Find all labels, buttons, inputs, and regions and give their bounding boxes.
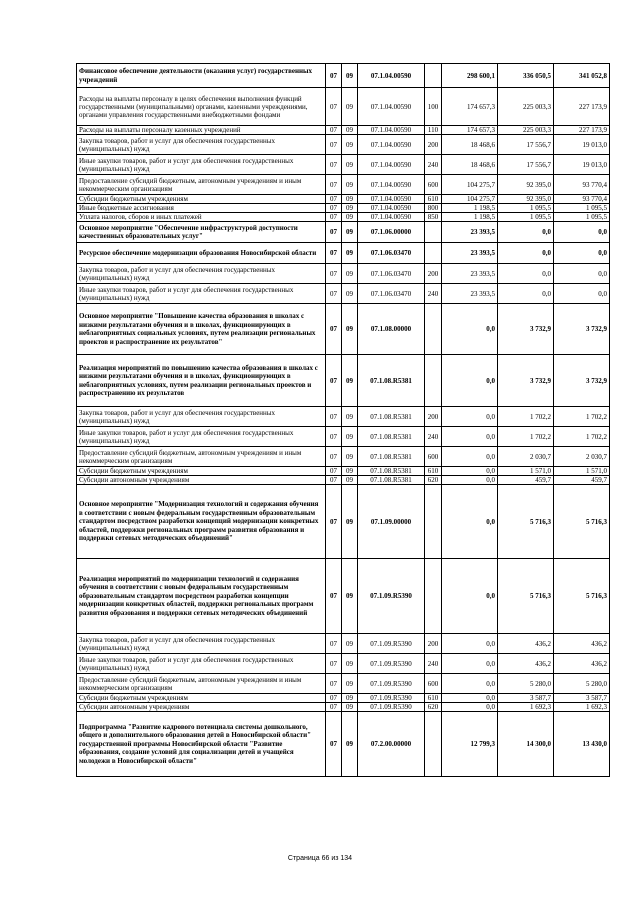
cell-amount-year-2: 336 050,5 (498, 64, 554, 88)
cell-amount-year-1: 0,0 (442, 427, 498, 447)
cell-amount-year-3: 3 732,9 (554, 355, 610, 407)
cell-target-article: 07.1.06.03470 (358, 264, 425, 284)
cell-target-article: 07.1.09.R5390 (358, 694, 425, 703)
cell-expense-type: 200 (425, 135, 442, 155)
cell-amount-year-3: 1 095,5 (554, 204, 610, 213)
cell-expense-type: 850 (425, 213, 442, 222)
table-row (77, 264, 610, 284)
cell-name: Предоставление субсидий бюджетным, автономным учреждениям и иным некоммерческим организациям (77, 175, 326, 195)
cell-target-article: 07.1.09.R5390 (358, 654, 425, 674)
cell-amount-year-3: 459,7 (554, 476, 610, 485)
cell-subsection: 09 (342, 135, 358, 155)
cell-section: 07 (326, 88, 342, 126)
cell-subsection: 09 (342, 213, 358, 222)
cell-section: 07 (326, 355, 342, 407)
cell-subsection: 09 (342, 222, 358, 243)
cell-section: 07 (326, 476, 342, 485)
cell-subsection: 09 (342, 175, 358, 195)
cell-target-article: 07.1.08.00000 (358, 304, 425, 355)
cell-name: Закупка товаров, работ и услуг для обеспечения государственных (муниципальных) нужд (77, 634, 326, 654)
cell-amount-year-2: 5 716,3 (498, 485, 554, 559)
cell-amount-year-3: 3 732,9 (554, 304, 610, 355)
cell-target-article: 07.1.06.03470 (358, 284, 425, 304)
table-row (77, 304, 610, 355)
cell-amount-year-2: 0,0 (498, 243, 554, 264)
cell-subsection: 09 (342, 64, 358, 88)
cell-amount-year-2: 14 300,0 (498, 712, 554, 777)
cell-expense-type: 100 (425, 88, 442, 126)
cell-expense-type (425, 243, 442, 264)
cell-amount-year-3: 93 770,4 (554, 175, 610, 195)
table-row (77, 634, 610, 654)
cell-section: 07 (326, 447, 342, 467)
cell-expense-type: 620 (425, 476, 442, 485)
cell-amount-year-1: 23 393,5 (442, 243, 498, 264)
cell-amount-year-3: 19 013,0 (554, 135, 610, 155)
table-row (77, 654, 610, 674)
cell-expense-type: 240 (425, 654, 442, 674)
cell-target-article: 07.1.08.R5381 (358, 427, 425, 447)
cell-name: Субсидии автономным учреждениям (77, 703, 326, 712)
cell-name: Закупка товаров, работ и услуг для обеспечения государственных (муниципальных) нужд (77, 407, 326, 427)
cell-amount-year-1: 18 468,6 (442, 155, 498, 175)
cell-amount-year-3: 0,0 (554, 284, 610, 304)
cell-amount-year-1: 0,0 (442, 407, 498, 427)
cell-name: Иные закупки товаров, работ и услуг для обеспечения государственных (муниципальных) нужд (77, 654, 326, 674)
cell-subsection: 09 (342, 243, 358, 264)
cell-expense-type: 600 (425, 447, 442, 467)
cell-expense-type: 200 (425, 634, 442, 654)
cell-section: 07 (326, 175, 342, 195)
cell-target-article: 07.1.04.00590 (358, 195, 425, 204)
cell-subsection: 09 (342, 126, 358, 135)
cell-amount-year-1: 1 198,5 (442, 213, 498, 222)
cell-amount-year-1: 23 393,5 (442, 284, 498, 304)
cell-name: Субсидии бюджетным учреждениям (77, 467, 326, 476)
cell-section: 07 (326, 204, 342, 213)
cell-target-article: 07.1.08.R5381 (358, 467, 425, 476)
cell-amount-year-2: 3 732,9 (498, 304, 554, 355)
cell-amount-year-2: 0,0 (498, 284, 554, 304)
table-row (77, 88, 610, 126)
cell-subsection: 09 (342, 694, 358, 703)
cell-amount-year-2: 1 692,3 (498, 703, 554, 712)
cell-amount-year-3: 227 173,9 (554, 88, 610, 126)
cell-section: 07 (326, 407, 342, 427)
cell-subsection: 09 (342, 304, 358, 355)
cell-subsection: 09 (342, 355, 358, 407)
cell-amount-year-3: 1 702,2 (554, 427, 610, 447)
cell-expense-type: 240 (425, 427, 442, 447)
cell-subsection: 09 (342, 559, 358, 634)
cell-expense-type: 620 (425, 703, 442, 712)
cell-section: 07 (326, 674, 342, 694)
cell-target-article: 07.1.09.R5390 (358, 559, 425, 634)
cell-amount-year-3: 5 716,3 (554, 559, 610, 634)
cell-subsection: 09 (342, 204, 358, 213)
cell-amount-year-2: 5 716,3 (498, 559, 554, 634)
cell-name: Субсидии автономным учреждениям (77, 476, 326, 485)
table-row (77, 284, 610, 304)
budget-table (76, 63, 610, 777)
table-row (77, 559, 610, 634)
cell-name: Финансовое обеспечение деятельности (оказания услуг) государственных учреждений (77, 64, 326, 88)
cell-amount-year-2: 0,0 (498, 264, 554, 284)
table-row (77, 222, 610, 243)
cell-target-article: 07.1.06.03470 (358, 243, 425, 264)
cell-name: Ресурсное обеспечение модернизации образования Новосибирской области (77, 243, 326, 264)
cell-amount-year-2: 5 280,0 (498, 674, 554, 694)
table-row (77, 204, 610, 213)
cell-target-article: 07.1.09.R5390 (358, 674, 425, 694)
cell-amount-year-2: 92 395,0 (498, 175, 554, 195)
cell-expense-type (425, 355, 442, 407)
cell-amount-year-2: 1 571,0 (498, 467, 554, 476)
cell-amount-year-1: 0,0 (442, 654, 498, 674)
cell-amount-year-3: 13 430,0 (554, 712, 610, 777)
cell-target-article: 07.1.08.R5381 (358, 447, 425, 467)
cell-amount-year-2: 92 395,0 (498, 195, 554, 204)
cell-target-article: 07.1.09.R5390 (358, 634, 425, 654)
cell-subsection: 09 (342, 264, 358, 284)
table-row (77, 195, 610, 204)
cell-name: Основное мероприятие "Повышение качества образования в школах с низкими результатами обучения и в школах, функционирующих в неблагоприятных социальных условиях, путем реализации региональных проектов и распространение их результатов" (77, 304, 326, 355)
cell-subsection: 09 (342, 712, 358, 777)
cell-subsection: 09 (342, 88, 358, 126)
cell-amount-year-2: 1 095,5 (498, 213, 554, 222)
cell-name: Закупка товаров, работ и услуг для обеспечения государственных (муниципальных) нужд (77, 135, 326, 155)
cell-target-article: 07.1.09.00000 (358, 485, 425, 559)
cell-name: Субсидии бюджетным учреждениям (77, 694, 326, 703)
cell-amount-year-1: 23 393,5 (442, 264, 498, 284)
cell-expense-type (425, 559, 442, 634)
cell-subsection: 09 (342, 703, 358, 712)
cell-name: Предоставление субсидий бюджетным, автономным учреждениям и иным некоммерческим организациям (77, 447, 326, 467)
cell-section: 07 (326, 284, 342, 304)
cell-target-article: 07.1.04.00590 (358, 213, 425, 222)
cell-amount-year-3: 227 173,9 (554, 126, 610, 135)
cell-amount-year-1: 0,0 (442, 304, 498, 355)
cell-target-article: 07.1.08.R5381 (358, 407, 425, 427)
cell-expense-type: 200 (425, 264, 442, 284)
cell-name: Реализация мероприятий по модернизации технологий и содержания обучения в соответствии с новым федеральным государственным образовательным стандартом посредством разработки концепции модернизации конкретных областей, поддержки региональных программ развития образования и поддержки сетевых методических объединений (77, 559, 326, 634)
cell-amount-year-1: 0,0 (442, 447, 498, 467)
cell-amount-year-3: 436,2 (554, 634, 610, 654)
cell-amount-year-3: 1 571,0 (554, 467, 610, 476)
cell-section: 07 (326, 126, 342, 135)
cell-expense-type: 610 (425, 195, 442, 204)
cell-amount-year-2: 1 095,5 (498, 204, 554, 213)
cell-target-article: 07.1.04.00590 (358, 64, 425, 88)
cell-name: Иные закупки товаров, работ и услуг для обеспечения государственных (муниципальных) нужд (77, 155, 326, 175)
table-row (77, 674, 610, 694)
cell-section: 07 (326, 264, 342, 284)
cell-section: 07 (326, 427, 342, 447)
cell-amount-year-2: 3 587,7 (498, 694, 554, 703)
page-number: Страница 66 из 134 (287, 855, 353, 862)
table-row (77, 712, 610, 777)
cell-amount-year-3: 19 013,0 (554, 155, 610, 175)
cell-amount-year-2: 225 003,3 (498, 88, 554, 126)
cell-expense-type (425, 64, 442, 88)
cell-expense-type (425, 712, 442, 777)
cell-amount-year-1: 0,0 (442, 703, 498, 712)
cell-section: 07 (326, 222, 342, 243)
cell-expense-type: 200 (425, 407, 442, 427)
cell-amount-year-1: 104 275,7 (442, 175, 498, 195)
cell-amount-year-2: 0,0 (498, 222, 554, 243)
cell-section: 07 (326, 64, 342, 88)
cell-amount-year-3: 3 587,7 (554, 694, 610, 703)
cell-target-article: 07.1.08.R5381 (358, 355, 425, 407)
table-row (77, 175, 610, 195)
table-row (77, 476, 610, 485)
cell-section: 07 (326, 485, 342, 559)
cell-expense-type: 240 (425, 155, 442, 175)
cell-subsection: 09 (342, 195, 358, 204)
cell-subsection: 09 (342, 485, 358, 559)
cell-target-article: 07.1.06.00000 (358, 222, 425, 243)
cell-expense-type: 600 (425, 674, 442, 694)
cell-target-article: 07.1.04.00590 (358, 155, 425, 175)
cell-section: 07 (326, 304, 342, 355)
cell-name: Иные бюджетные ассигнования (77, 204, 326, 213)
cell-name: Расходы на выплаты персоналу в целях обеспечения выполнения функций государственными (муниципальными) органами, казенными учреждениями, органами управления государственными внебюджетными фондами (77, 88, 326, 126)
table-row (77, 407, 610, 427)
cell-amount-year-2: 2 030,7 (498, 447, 554, 467)
cell-expense-type: 600 (425, 175, 442, 195)
cell-section: 07 (326, 195, 342, 204)
cell-name: Предоставление субсидий бюджетным, автономным учреждениям и иным некоммерческим организациям (77, 674, 326, 694)
cell-section: 07 (326, 712, 342, 777)
cell-name: Основное мероприятие "Обеспечение инфраструктурой доступности качественных образовательных услуг" (77, 222, 326, 243)
cell-expense-type (425, 222, 442, 243)
cell-target-article: 07.2.00.00000 (358, 712, 425, 777)
cell-amount-year-2: 1 702,2 (498, 407, 554, 427)
cell-amount-year-3: 2 030,7 (554, 447, 610, 467)
cell-subsection: 09 (342, 467, 358, 476)
cell-name: Уплата налогов, сборов и иных платежей (77, 213, 326, 222)
cell-amount-year-1: 0,0 (442, 694, 498, 703)
cell-amount-year-3: 341 052,8 (554, 64, 610, 88)
cell-amount-year-3: 93 770,4 (554, 195, 610, 204)
table-row (77, 427, 610, 447)
cell-section: 07 (326, 213, 342, 222)
table-row (77, 694, 610, 703)
cell-amount-year-1: 0,0 (442, 559, 498, 634)
cell-amount-year-1: 0,0 (442, 674, 498, 694)
cell-section: 07 (326, 467, 342, 476)
cell-amount-year-2: 3 732,9 (498, 355, 554, 407)
table-row (77, 467, 610, 476)
cell-expense-type (425, 304, 442, 355)
cell-amount-year-1: 0,0 (442, 476, 498, 485)
cell-amount-year-1: 174 657,3 (442, 88, 498, 126)
cell-target-article: 07.1.04.00590 (358, 135, 425, 155)
cell-target-article: 07.1.04.00590 (358, 175, 425, 195)
cell-amount-year-3: 1 692,3 (554, 703, 610, 712)
cell-amount-year-2: 17 556,7 (498, 155, 554, 175)
cell-subsection: 09 (342, 634, 358, 654)
cell-amount-year-2: 436,2 (498, 654, 554, 674)
cell-target-article: 07.1.04.00590 (358, 126, 425, 135)
table-row (77, 447, 610, 467)
cell-section: 07 (326, 694, 342, 703)
cell-amount-year-1: 104 275,7 (442, 195, 498, 204)
cell-expense-type: 110 (425, 126, 442, 135)
cell-section: 07 (326, 135, 342, 155)
cell-amount-year-2: 17 556,7 (498, 135, 554, 155)
cell-subsection: 09 (342, 674, 358, 694)
cell-expense-type: 240 (425, 284, 442, 304)
cell-subsection: 09 (342, 407, 358, 427)
cell-amount-year-1: 0,0 (442, 355, 498, 407)
table-row (77, 213, 610, 222)
table-row (77, 135, 610, 155)
cell-name: Расходы на выплаты персоналу казенных учреждений (77, 126, 326, 135)
cell-subsection: 09 (342, 155, 358, 175)
cell-name: Закупка товаров, работ и услуг для обеспечения государственных (муниципальных) нужд (77, 264, 326, 284)
table-row (77, 355, 610, 407)
cell-amount-year-2: 459,7 (498, 476, 554, 485)
cell-section: 07 (326, 634, 342, 654)
cell-expense-type (425, 485, 442, 559)
cell-name: Основное мероприятие "Модернизация технологий и содержания обучения в соответствии с новым федеральным государственным образовательным стандартом посредством разработки концепций модернизации конкретных областей, поддержки региональных программ развития образования и поддержки сетевых методических объединений" (77, 485, 326, 559)
cell-subsection: 09 (342, 427, 358, 447)
cell-name: Иные закупки товаров, работ и услуг для обеспечения государственных (муниципальных) нужд (77, 284, 326, 304)
cell-amount-year-2: 1 702,2 (498, 427, 554, 447)
cell-amount-year-3: 0,0 (554, 243, 610, 264)
cell-target-article: 07.1.04.00590 (358, 88, 425, 126)
cell-section: 07 (326, 654, 342, 674)
cell-amount-year-3: 1 702,2 (554, 407, 610, 427)
table-row (77, 126, 610, 135)
table-row (77, 64, 610, 88)
cell-amount-year-1: 1 198,5 (442, 204, 498, 213)
cell-expense-type: 610 (425, 467, 442, 476)
table-row (77, 703, 610, 712)
cell-name: Подпрограмма "Развитие кадрового потенциала системы дошкольного, общего и дополнительного образования детей в Новосибирской области" государственной программы Новосибирской области "Развитие образования, создание условий для социализации детей и учащейся молодежи в Новосибирской области" (77, 712, 326, 777)
cell-section: 07 (326, 703, 342, 712)
cell-name: Реализация мероприятий по повышению качества образования в школах с низкими результатами обучения и в школах, функционирующих в неблагоприятных условиях, путем реализации региональных проектов и распространению их результатов (77, 355, 326, 407)
table-row (77, 155, 610, 175)
cell-subsection: 09 (342, 284, 358, 304)
cell-name: Субсидии бюджетным учреждениям (77, 195, 326, 204)
cell-subsection: 09 (342, 654, 358, 674)
cell-amount-year-2: 436,2 (498, 634, 554, 654)
table-body (77, 64, 610, 777)
cell-amount-year-1: 0,0 (442, 485, 498, 559)
cell-amount-year-1: 0,0 (442, 634, 498, 654)
cell-target-article: 07.1.08.R5381 (358, 476, 425, 485)
cell-section: 07 (326, 243, 342, 264)
table-row (77, 243, 610, 264)
cell-target-article: 07.1.09.R5390 (358, 703, 425, 712)
cell-amount-year-1: 18 468,6 (442, 135, 498, 155)
cell-amount-year-2: 225 003,3 (498, 126, 554, 135)
cell-expense-type: 610 (425, 694, 442, 703)
cell-subsection: 09 (342, 476, 358, 485)
cell-section: 07 (326, 559, 342, 634)
cell-name: Иные закупки товаров, работ и услуг для обеспечения государственных (муниципальных) нужд (77, 427, 326, 447)
cell-expense-type: 800 (425, 204, 442, 213)
cell-section: 07 (326, 155, 342, 175)
cell-amount-year-3: 0,0 (554, 264, 610, 284)
table-row (77, 485, 610, 559)
cell-target-article: 07.1.04.00590 (358, 204, 425, 213)
cell-amount-year-1: 0,0 (442, 467, 498, 476)
cell-amount-year-3: 1 095,5 (554, 213, 610, 222)
cell-amount-year-3: 5 716,3 (554, 485, 610, 559)
cell-amount-year-1: 12 799,3 (442, 712, 498, 777)
cell-amount-year-1: 23 393,5 (442, 222, 498, 243)
cell-amount-year-3: 436,2 (554, 654, 610, 674)
cell-subsection: 09 (342, 447, 358, 467)
cell-amount-year-3: 5 280,0 (554, 674, 610, 694)
cell-amount-year-1: 298 600,1 (442, 64, 498, 88)
cell-amount-year-3: 0,0 (554, 222, 610, 243)
cell-amount-year-1: 174 657,3 (442, 126, 498, 135)
